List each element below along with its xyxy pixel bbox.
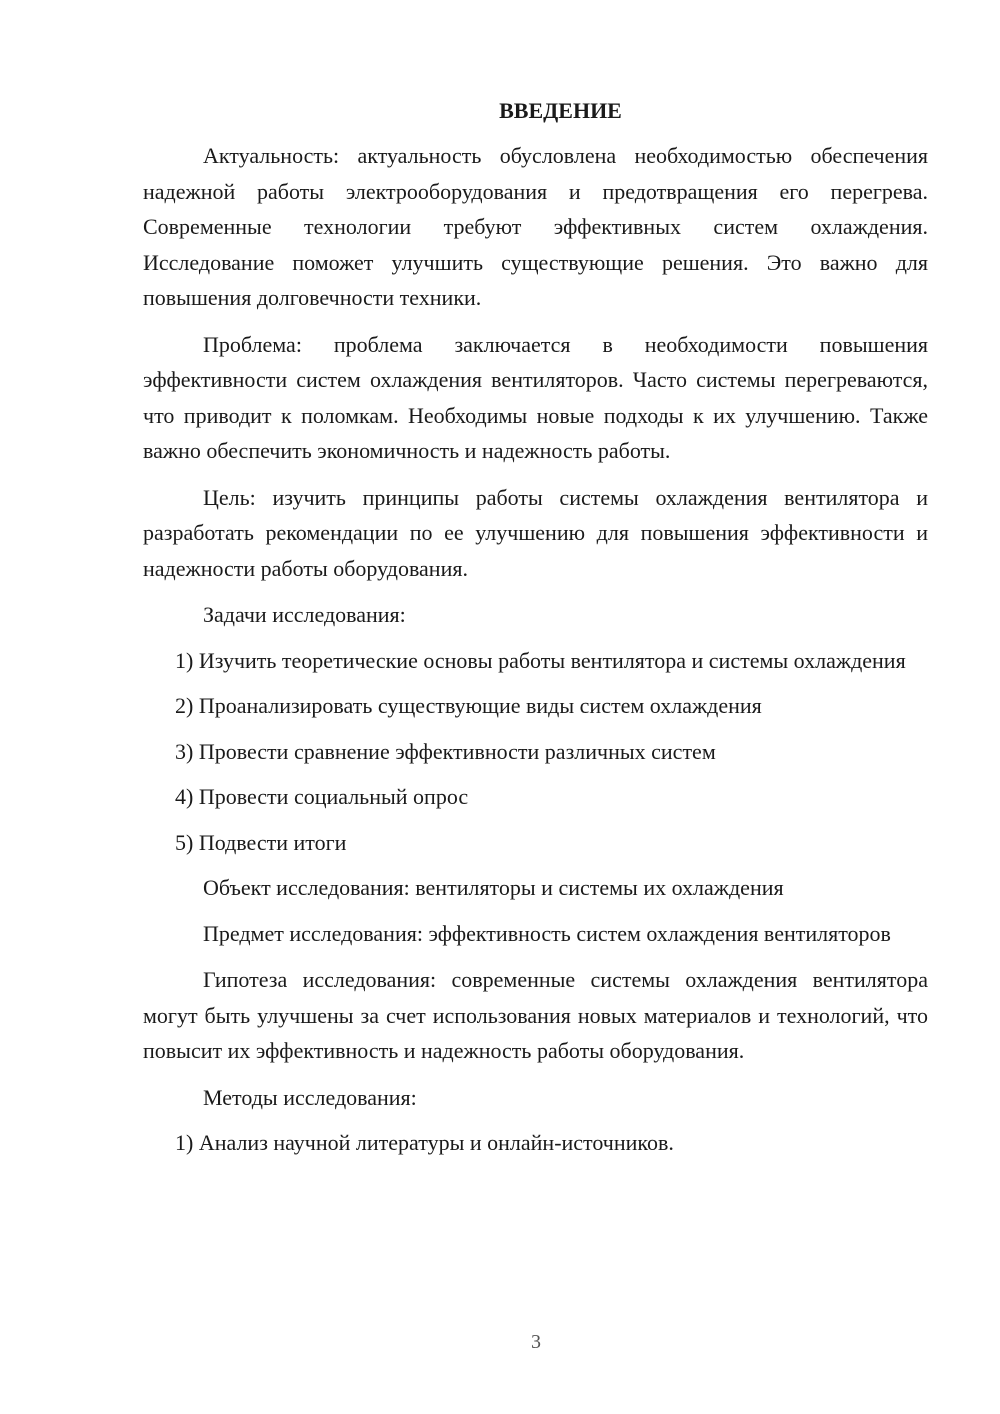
paragraph-hypothesis: Гипотеза исследования: современные системы охлаждения вентилятора могут быть улучшены за счет использования новых материалов и технологий, что повысит их эффективность и надежность работы оборудования.	[143, 967, 928, 1063]
paragraph-object: Объект исследования: вентиляторы и системы их охлаждения	[203, 875, 784, 900]
paragraph-problem: Проблема: проблема заключается в необходимости повышения эффективности систем охлаждения вентиляторов. Часто системы перегреваются, что приводит к поломкам. Необходимы новые подходы к их улучшению. Также важно обеспечить экономичность и надежность работы.	[143, 331, 928, 463]
page-number: 3	[531, 1331, 541, 1353]
task-item-2: 2) Проанализировать существующие виды систем охлаждения	[175, 693, 762, 718]
paragraph-goal: Цель: изучить принципы работы системы охлаждения вентилятора и разработать рекомендации по ее улучшению для повышения эффективности и надежности работы оборудования.	[143, 484, 928, 581]
task-item-5: 5) Подвести итоги	[175, 829, 347, 855]
paragraph-subject: Предмет исследования: эффективность систем охлаждения вентиляторов	[203, 920, 891, 946]
paragraph-relevance: Актуальность: актуальность обусловлена необходимостью обеспечения надежной работы электрооборудования и предотвращения его перегрева. Современные технологии требуют эффективных систем охлаждения. Исследование поможет улучшить существующие решения. Это важно для повышения долговечности техники.	[143, 143, 928, 310]
task-item-1: 1) Изучить теоретические основы работы вентилятора и системы охлаждения	[175, 647, 906, 673]
task-item-3: 3) Провести сравнение эффективности различных систем	[175, 738, 716, 764]
task-item-4: 4) Провести социальный опрос	[175, 784, 469, 809]
document-body	[143, 93, 928, 1171]
method-item-1: 1) Анализ научной литературы и онлайн-источников.	[175, 1130, 674, 1155]
methods-heading: Методы исследования:	[203, 1084, 417, 1110]
page-title: ВВЕДЕНИЕ	[499, 98, 622, 123]
tasks-heading: Задачи исследования:	[203, 602, 406, 627]
